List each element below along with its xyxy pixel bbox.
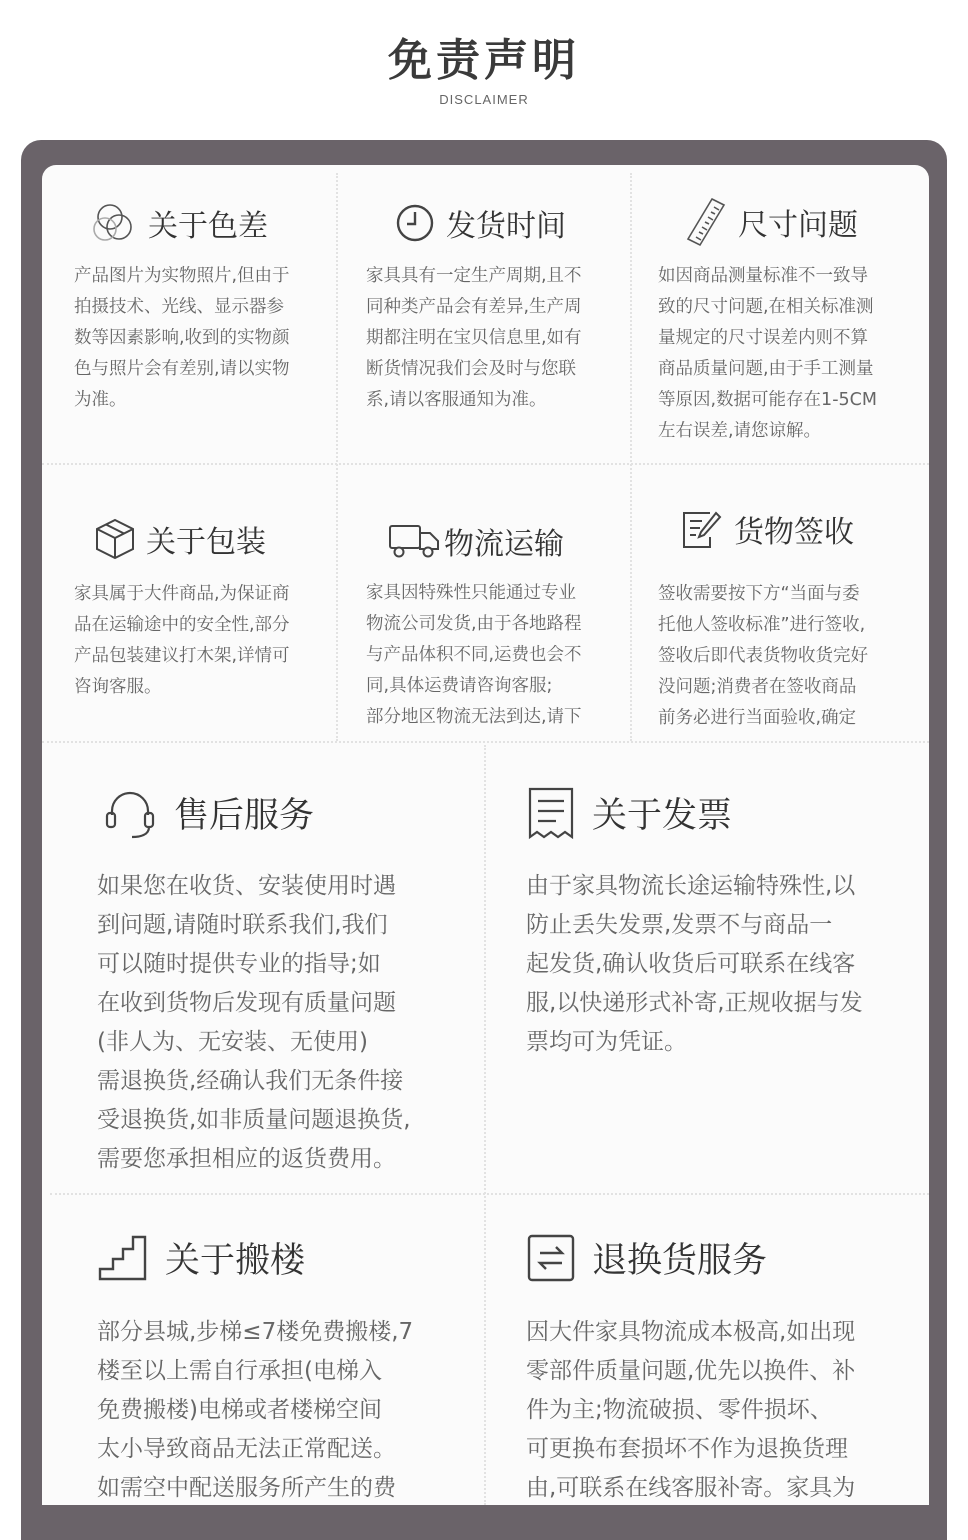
card-size — [632, 165, 929, 463]
color-difference-icon — [90, 199, 138, 247]
card-after-sales — [42, 745, 484, 1193]
card-text: 产品图片为实物照片,但由于 拍摄技术、光线、显示器参 数等因素影响,收到的实物颜 色与照片会有差别,请以实物 为准。 — [74, 266, 290, 410]
card-text: 家具属于大件商品,为保证商 品在运输途中的安全性,部分 产品包装建议打木架,详情可 咨询客服。 — [74, 584, 290, 697]
card-title: 发货时间 — [446, 209, 566, 244]
divider — [42, 741, 929, 743]
card-title: 货物签收 — [734, 515, 854, 550]
card-title: 售后服务 — [174, 796, 315, 836]
card-title: 关于搬楼 — [165, 1241, 306, 1281]
headset-icon — [102, 785, 158, 841]
disclaimer-panel — [42, 165, 929, 1505]
card-color-difference — [42, 165, 336, 463]
card-return-exchange — [486, 1195, 929, 1505]
card-invoice — [486, 745, 929, 1193]
stairs-icon — [97, 1233, 149, 1283]
card-stairs — [42, 1195, 484, 1505]
receipt-icon — [526, 785, 576, 841]
card-title: 关于发票 — [592, 796, 733, 836]
card-packaging — [42, 465, 336, 741]
clock-icon — [394, 202, 436, 244]
card-logistics — [338, 465, 630, 741]
exchange-icon — [526, 1233, 576, 1283]
page-title: 免责声明 — [388, 35, 580, 86]
card-title: 退换货服务 — [592, 1241, 768, 1281]
card-text: 签收需要按下方“当面与委 托他人签收标准”进行签收, 签收后即代表货物收货完好 没问题;消费者在签收商品 前务必进行当面验收,确定 — [658, 584, 868, 728]
package-icon — [94, 517, 136, 561]
card-text: 部分县城,步梯≤7楼免费搬楼,7 楼至以上需自行承担(电梯入 免费搬楼)电梯或者楼梯空间 太小导致商品无法正常配送。 如需空中配送服务所产生的费 — [97, 1319, 414, 1501]
card-text: 如果您在收货、安装使用时遇 到问题,请随时联系我们,我们 可以随时提供专业的指导;如 在收到货物后发现有质量问题 (非人为、无安装、无使用) 需退换货,经确认我们无条件接 受退换货,如非质量问题退换货, 需要您承担相应的返货费用。 — [97, 873, 411, 1172]
page-subtitle: DISCLAIMER — [439, 92, 529, 107]
card-text: 因大件家具物流成本极高,如出现 零部件质量问题,优先以换件、补 件为主;物流破损、零件损坏、 可更换布套损坏不作为退换货理 由,可联系在线客服补寄。家具为 — [526, 1319, 856, 1501]
card-title: 关于色差 — [148, 209, 268, 244]
ruler-icon — [684, 197, 728, 247]
card-text: 如因商品测量标准不一致导 致的尺寸问题,在相关标准测 量规定的尺寸误差内则不算 商品质量问题,由于手工测量 等原因,数据可能存在1-5CM 左右误差,请您谅解。 — [658, 266, 877, 441]
signature-icon — [680, 507, 724, 551]
card-title: 关于包装 — [146, 525, 266, 560]
card-text: 家具因特殊性只能通过专业 物流公司发货,由于各地路程 与产品体积不同,运费也会不 同,具体运费请咨询客服; 部分地区物流无法到达,请下 — [366, 583, 582, 727]
card-shipping-time — [338, 165, 630, 463]
card-receipt-signing — [632, 465, 929, 741]
card-title: 物流运输 — [444, 527, 564, 562]
card-title: 尺寸问题 — [738, 208, 858, 243]
truck-icon — [388, 523, 440, 559]
page-header — [0, 0, 968, 130]
card-text: 由于家具物流长途运输特殊性,以 防止丢失发票,发票不与商品一 起发货,确认收货后可联系在线客 服,以快递形式补寄,正规收据与发 票均可为凭证。 — [526, 873, 863, 1055]
card-text: 家具具有一定生产周期,且不 同种类产品会有差异,生产周 期都注明在宝贝信息里,如有 断货情况我们会及时与您联 系,请以客服通知为准。 — [366, 266, 582, 410]
